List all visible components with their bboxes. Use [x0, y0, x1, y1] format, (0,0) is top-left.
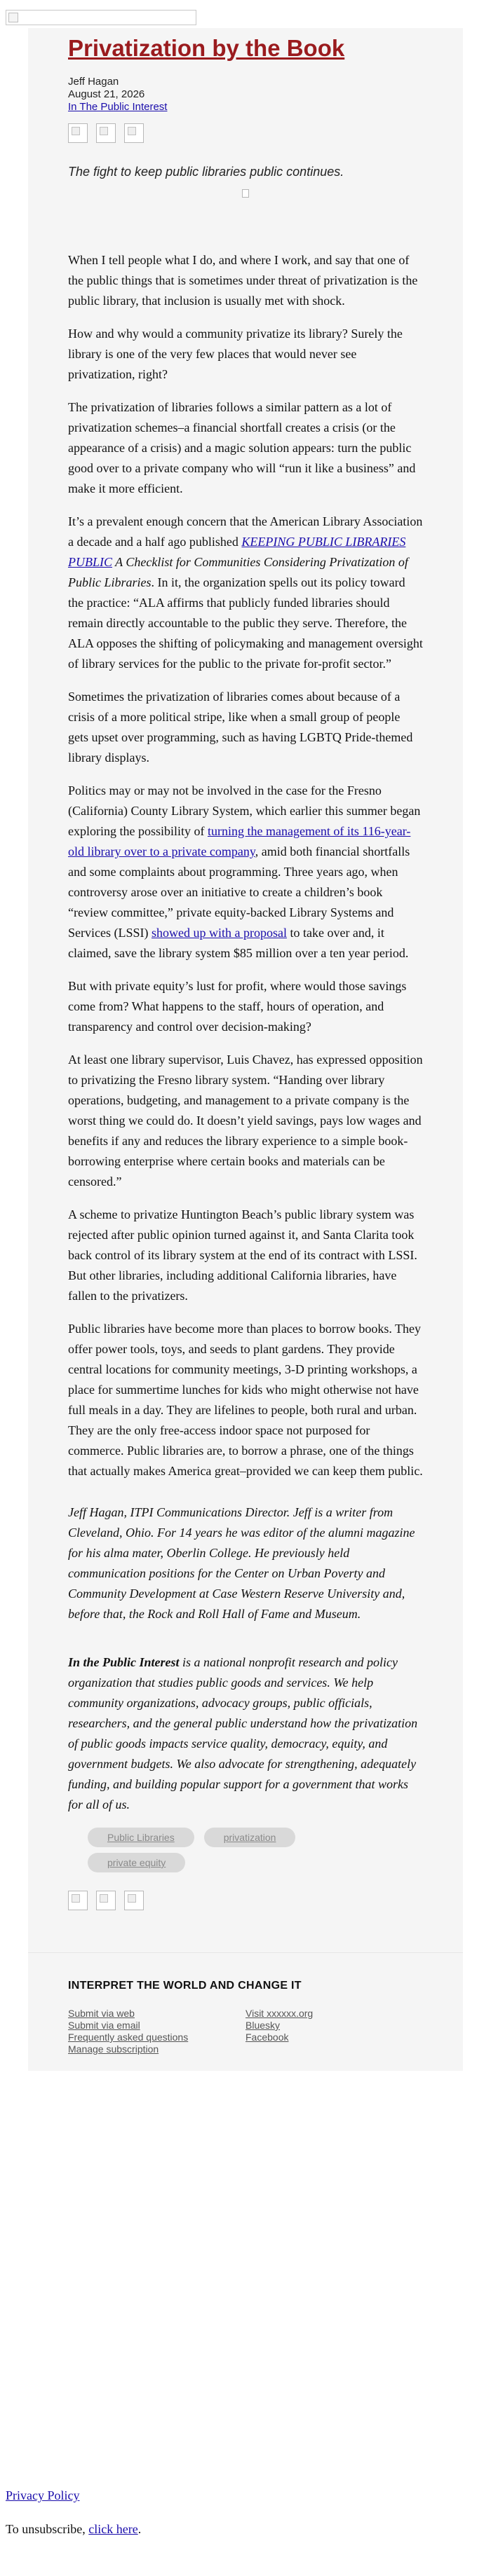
twitter-icon[interactable]: [96, 123, 116, 143]
unsubscribe-link[interactable]: click here: [88, 2522, 138, 2536]
paragraph-10: Public libraries have become more than places to borrow books. They offer power tools, toys, and seeds to plant gardens. They provide central locations for community meetings, 3-D printing workshops, a place for summertime lunches for kids who might otherwise not have full meals in a day. They are lifelines to people, both rural and urban. They are the only free-access indoor space not purposed for commerce. Public libraries are, to borrow a phrase, one of the things that actually makes America great–provided we can keep them public.: [68, 1322, 423, 1478]
facebook-icon[interactable]: [68, 1891, 88, 1910]
twitter-icon[interactable]: [96, 1891, 116, 1910]
paragraph-3: The privatization of libraries follows a similar pattern as a lot of privatization schemes–a financial shortfall creates a crisis (or the appearance of a crisis) and a magic solution appears: turn the public good over to a private company who will “run it like a business” and make it more efficient.: [68, 400, 416, 495]
broken-image-icon: [8, 13, 18, 22]
share-icons-bottom: [68, 1891, 423, 1910]
paragraph-2: How and why would a community privatize its library? Surely the library is one of the very few places that would never see privatization, right?: [68, 327, 403, 381]
about-org-text: [68, 1652, 423, 1815]
author-bio-text: Jeff Hagan, ITPI Communications Director. Jeff is a writer from Cleveland, Ohio. For 14 years he was editor of the alumni magazine for his alma mater, Oberlin College. He previously held communication positions for the Center on Urban Poverty and Community Development at Case Western Reserve University and, before that, the Rock and Roll Hall of Fame and Museum.: [68, 1505, 415, 1621]
email-icon[interactable]: [124, 123, 144, 143]
paragraph-5: Sometimes the privatization of libraries comes about because of a crisis of a more political stripe, like when a small group of people gets upset over programming, such as having LGBTQ Pride-themed library displays.: [68, 690, 413, 765]
paragraph-4-text-a: It’s a prevalent enough concern that the American Library Association a decade and a half ago published: [68, 514, 423, 549]
article-subtitle: The fight to keep public libraries public continues.: [68, 165, 344, 179]
bluesky-link[interactable]: Bluesky: [246, 2020, 281, 2031]
hero-image-placeholder-icon: [242, 189, 249, 198]
email-body: [28, 28, 463, 2071]
visit-site-link[interactable]: Visit xxxxxx.org: [246, 2008, 314, 2019]
paragraph-4-italic: A Checklist for Communities Considering Privatization of Public Libraries: [68, 555, 408, 589]
ala-checklist-link[interactable]: KEEPING PUBLIC LIBRARIES PUBLIC: [68, 535, 406, 569]
paragraph-8: At least one library supervisor, Luis Chavez, has expressed opposition to privatizing the Fresno library system. “Handing over library operations, budgeting, and management to a private company is the worst thing we could do. It doesn’t yield savings, pays low wages and benefits if any and reduces the library experience to a simple book-borrowing enterprise where certain books and materials can be censored.”: [68, 1053, 423, 1188]
unsubscribe-line: [6, 2521, 141, 2537]
tag-privatization[interactable]: privatization: [204, 1828, 296, 1847]
newsletter-footer: [28, 1952, 463, 2071]
share-icons-top: [68, 123, 423, 143]
submit-email-link[interactable]: Submit via email: [68, 2020, 140, 2031]
email-icon[interactable]: [124, 1891, 144, 1910]
author-bio: [68, 1502, 423, 1624]
unsubscribe-period: .: [137, 2522, 142, 2536]
tag-list: [68, 1828, 328, 1872]
privacy-policy-link[interactable]: Privacy Policy: [6, 2488, 80, 2502]
paragraph-9: A scheme to privatize Huntington Beach’s public library system was rejected after public opinion turned against it, and Santa Clarita took back control of its library system at the end of its contract with LSSI. But other libraries, including additional California libraries, have fallen to the privatizers.: [68, 1207, 417, 1303]
unsubscribe-text: To unsubscribe,: [6, 2522, 89, 2536]
about-org: [68, 1652, 423, 1815]
section-link[interactable]: In The Public Interest: [68, 101, 168, 113]
org-name: In the Public Interest: [68, 1655, 180, 1669]
publish-date: August 21, 2026: [68, 88, 145, 100]
article: [28, 28, 463, 1910]
paragraph-6-text-a: Politics may or may not be involved in the case for the Fresno (California) County Library System, which earlier this summer began exploring the possibility of: [68, 783, 421, 838]
manage-subscription-link[interactable]: Manage subscription: [68, 2043, 159, 2055]
paragraph-6-text-b: , amid both financial shortfalls and some complaints about programming. Three years ago, when controversy arose over an initiative to create a children’s book “review committee,” private equity-backed Library Systems and Services (LSSI): [68, 844, 410, 940]
lssi-proposal-link[interactable]: showed up with a proposal: [151, 926, 287, 940]
tag-public-libraries[interactable]: Public Libraries: [88, 1828, 194, 1847]
footer-links: [68, 2008, 423, 2055]
footer-links-right: [246, 2008, 423, 2055]
paragraph-6: [68, 781, 423, 964]
article-title[interactable]: Privatization by the Book: [68, 35, 345, 61]
paragraph-7: But with private equity’s lust for profit, where would those savings come from? What happens to the staff, hours of operation, and transparency and control over decision-making?: [68, 979, 407, 1034]
about-org-description: is a national nonprofit research and policy organization that studies public goods and services. We help community organizations, advocacy groups, public officials, researchers, and the general public understand how the privatization of public goods impacts service quality, democracy, equity, and government budgets. We also advocate for strengthening, adequately funding, and building popular support for a government that works for all of us.: [68, 1655, 418, 1811]
article-body: [68, 250, 423, 1481]
author-name: Jeff Hagan: [68, 76, 119, 88]
fresno-library-link[interactable]: turning the management of its 116-year-old library over to a private company: [68, 824, 411, 858]
footer-heading: INTERPRET THE WORLD AND CHANGE IT: [68, 1980, 302, 1992]
facebook-link[interactable]: Facebook: [246, 2032, 289, 2043]
header-banner-image: [6, 10, 196, 25]
facebook-icon[interactable]: [68, 123, 88, 143]
paragraph-6-text-c: to take over and, it claimed, save the library system $85 million over a ten year period.: [68, 926, 409, 960]
paragraph-4: [68, 512, 423, 674]
footer-links-left: [68, 2008, 246, 2055]
faq-link[interactable]: Frequently asked questions: [68, 2032, 189, 2043]
tag-private-equity[interactable]: private equity: [88, 1853, 185, 1872]
paragraph-4-text-b: . In it, the organization spells out its policy toward the practice: “ALA affirms that publicly funded libraries should remain directly accountable to the public they serve. Therefore, the ALA opposes the shifting of policymaking and management oversight of library services for the public to the private for-profit sector.”: [68, 575, 423, 671]
legal-footer: [6, 2488, 141, 2537]
submit-web-link[interactable]: Submit via web: [68, 2008, 135, 2019]
article-meta: [68, 76, 423, 114]
paragraph-1: When I tell people what I do, and where I work, and say that one of the public things that is sometimes under threat of privatization is the public library, that inclusion is usually met with shock.: [68, 253, 418, 308]
